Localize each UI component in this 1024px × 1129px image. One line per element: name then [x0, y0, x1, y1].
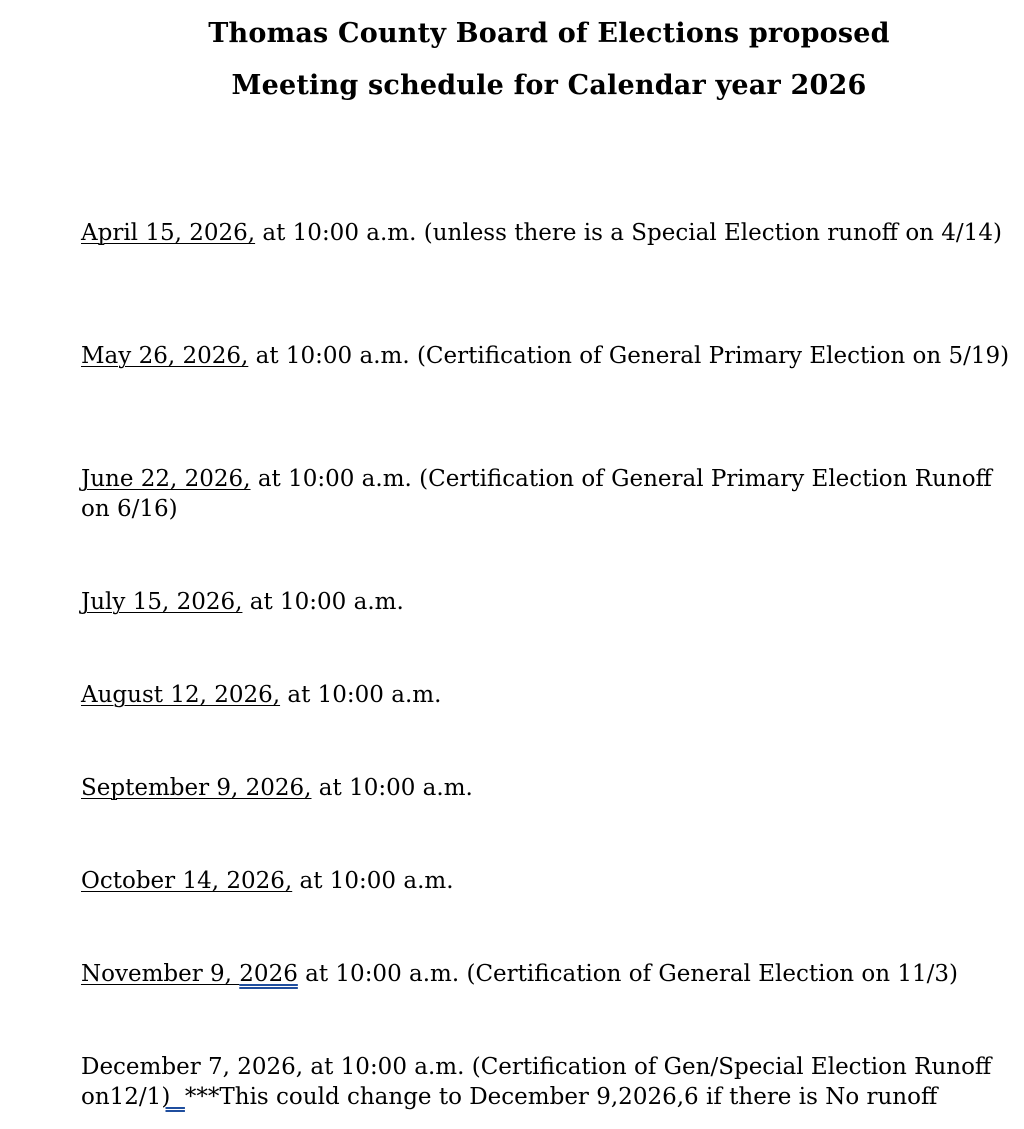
meeting-entry-may — [81, 341, 1016, 371]
document-title-line-1: Thomas County Board of Elections proposed — [208, 18, 890, 49]
meeting-date: June 22, 2026, — [81, 466, 251, 492]
meeting-entry-august — [81, 680, 1016, 710]
meeting-date: April 15, 2026, — [81, 220, 256, 246]
meeting-note: (Certification of General Primary Election on 5/19) — [409, 343, 1010, 369]
meeting-entry-april — [81, 218, 1016, 248]
meeting-note: (unless there is a Special Election runoff on 4/14) — [416, 220, 1002, 246]
meeting-entry-october — [81, 866, 1016, 896]
meeting-text: December 7, 2026, at 10:00 a.m. (Certification of Gen/Special Election Runoff on12/1 — [81, 1054, 992, 1110]
meeting-date: September 9, 2026, — [81, 775, 312, 801]
document-title-line-2: Meeting schedule for Calendar year 2026 — [231, 70, 867, 101]
meeting-time: at 10:00 a.m. — [248, 343, 410, 369]
meeting-change-note: ***This could change to December 9,2026,6 if there is No runoff — [184, 1084, 938, 1110]
meeting-note: (Certification of General Primary Election Runoff on 6/16) — [81, 466, 992, 522]
meeting-entry-november — [81, 959, 1016, 989]
meeting-date: November 9, — [81, 961, 240, 987]
meeting-time: at 10:00 a.m. — [292, 868, 454, 894]
meeting-date: July 15, 2026, — [81, 589, 243, 615]
meeting-date: October 14, 2026, — [81, 868, 293, 894]
meeting-date: May 26, 2026, — [81, 343, 249, 369]
meeting-note: (Certification of General Election on 11/3) — [459, 961, 959, 987]
meeting-text-mark: ) — [161, 1084, 185, 1110]
meeting-time: at 10:00 a.m. — [242, 589, 404, 615]
meeting-time: at 10:00 a.m. — [280, 682, 442, 708]
meeting-time: at 10:00 a.m. — [311, 775, 473, 801]
meeting-entry-june — [81, 464, 1021, 524]
meeting-date: August 12, 2026, — [81, 682, 281, 708]
meeting-time: at 10:00 a.m. — [297, 961, 460, 987]
meeting-date-year: 2026 — [239, 961, 298, 987]
meeting-time: at 10:00 a.m. — [250, 466, 412, 492]
meeting-entry-december — [81, 1052, 1011, 1112]
meeting-entry-september — [81, 773, 1016, 803]
meeting-time: at 10:00 a.m. — [255, 220, 417, 246]
meeting-entry-july — [81, 587, 1016, 617]
